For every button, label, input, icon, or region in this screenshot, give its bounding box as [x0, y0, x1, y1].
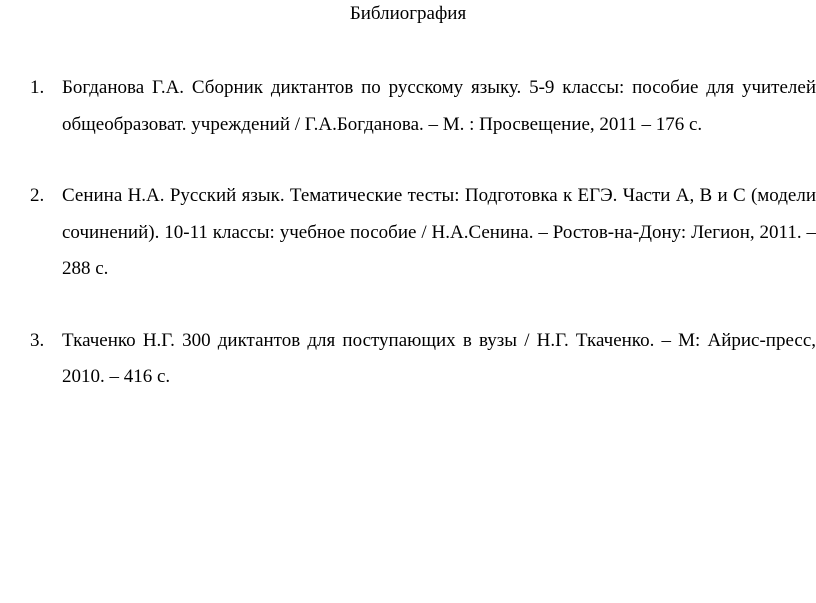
list-item [30, 323, 816, 396]
list-item-text: Сенина Н.А. Русский язык. Тематические тесты: Подготовка к ЕГЭ. Части А, В и С (модели сочинений). 10-11 классы: учебное пособие / Н.А.Сенина. – Ростов-на-Дону: Легион, 2011. – 288 с. [62, 185, 816, 279]
list-item-number: 1. [30, 77, 45, 98]
list-item-text: Богданова Г.А. Сборник диктантов по русскому языку. 5-9 классы: пособие для учителей общеобразоват. учреждений / Г.А.Богданова. – М. : Просвещение, 2011 – 176 с. [62, 77, 816, 135]
list-item-text: Ткаченко Н.Г. 300 диктантов для поступающих в вузы / Н.Г. Ткаченко. – М: Айрис-пресс, 2010. – 416 с. [62, 329, 816, 387]
list-item [30, 70, 816, 143]
list-item-number: 2. [30, 185, 45, 206]
page-title: Библиография [349, 3, 467, 24]
list-item [30, 178, 816, 288]
bibliography-list [30, 70, 816, 431]
list-item-number: 3. [30, 329, 45, 351]
